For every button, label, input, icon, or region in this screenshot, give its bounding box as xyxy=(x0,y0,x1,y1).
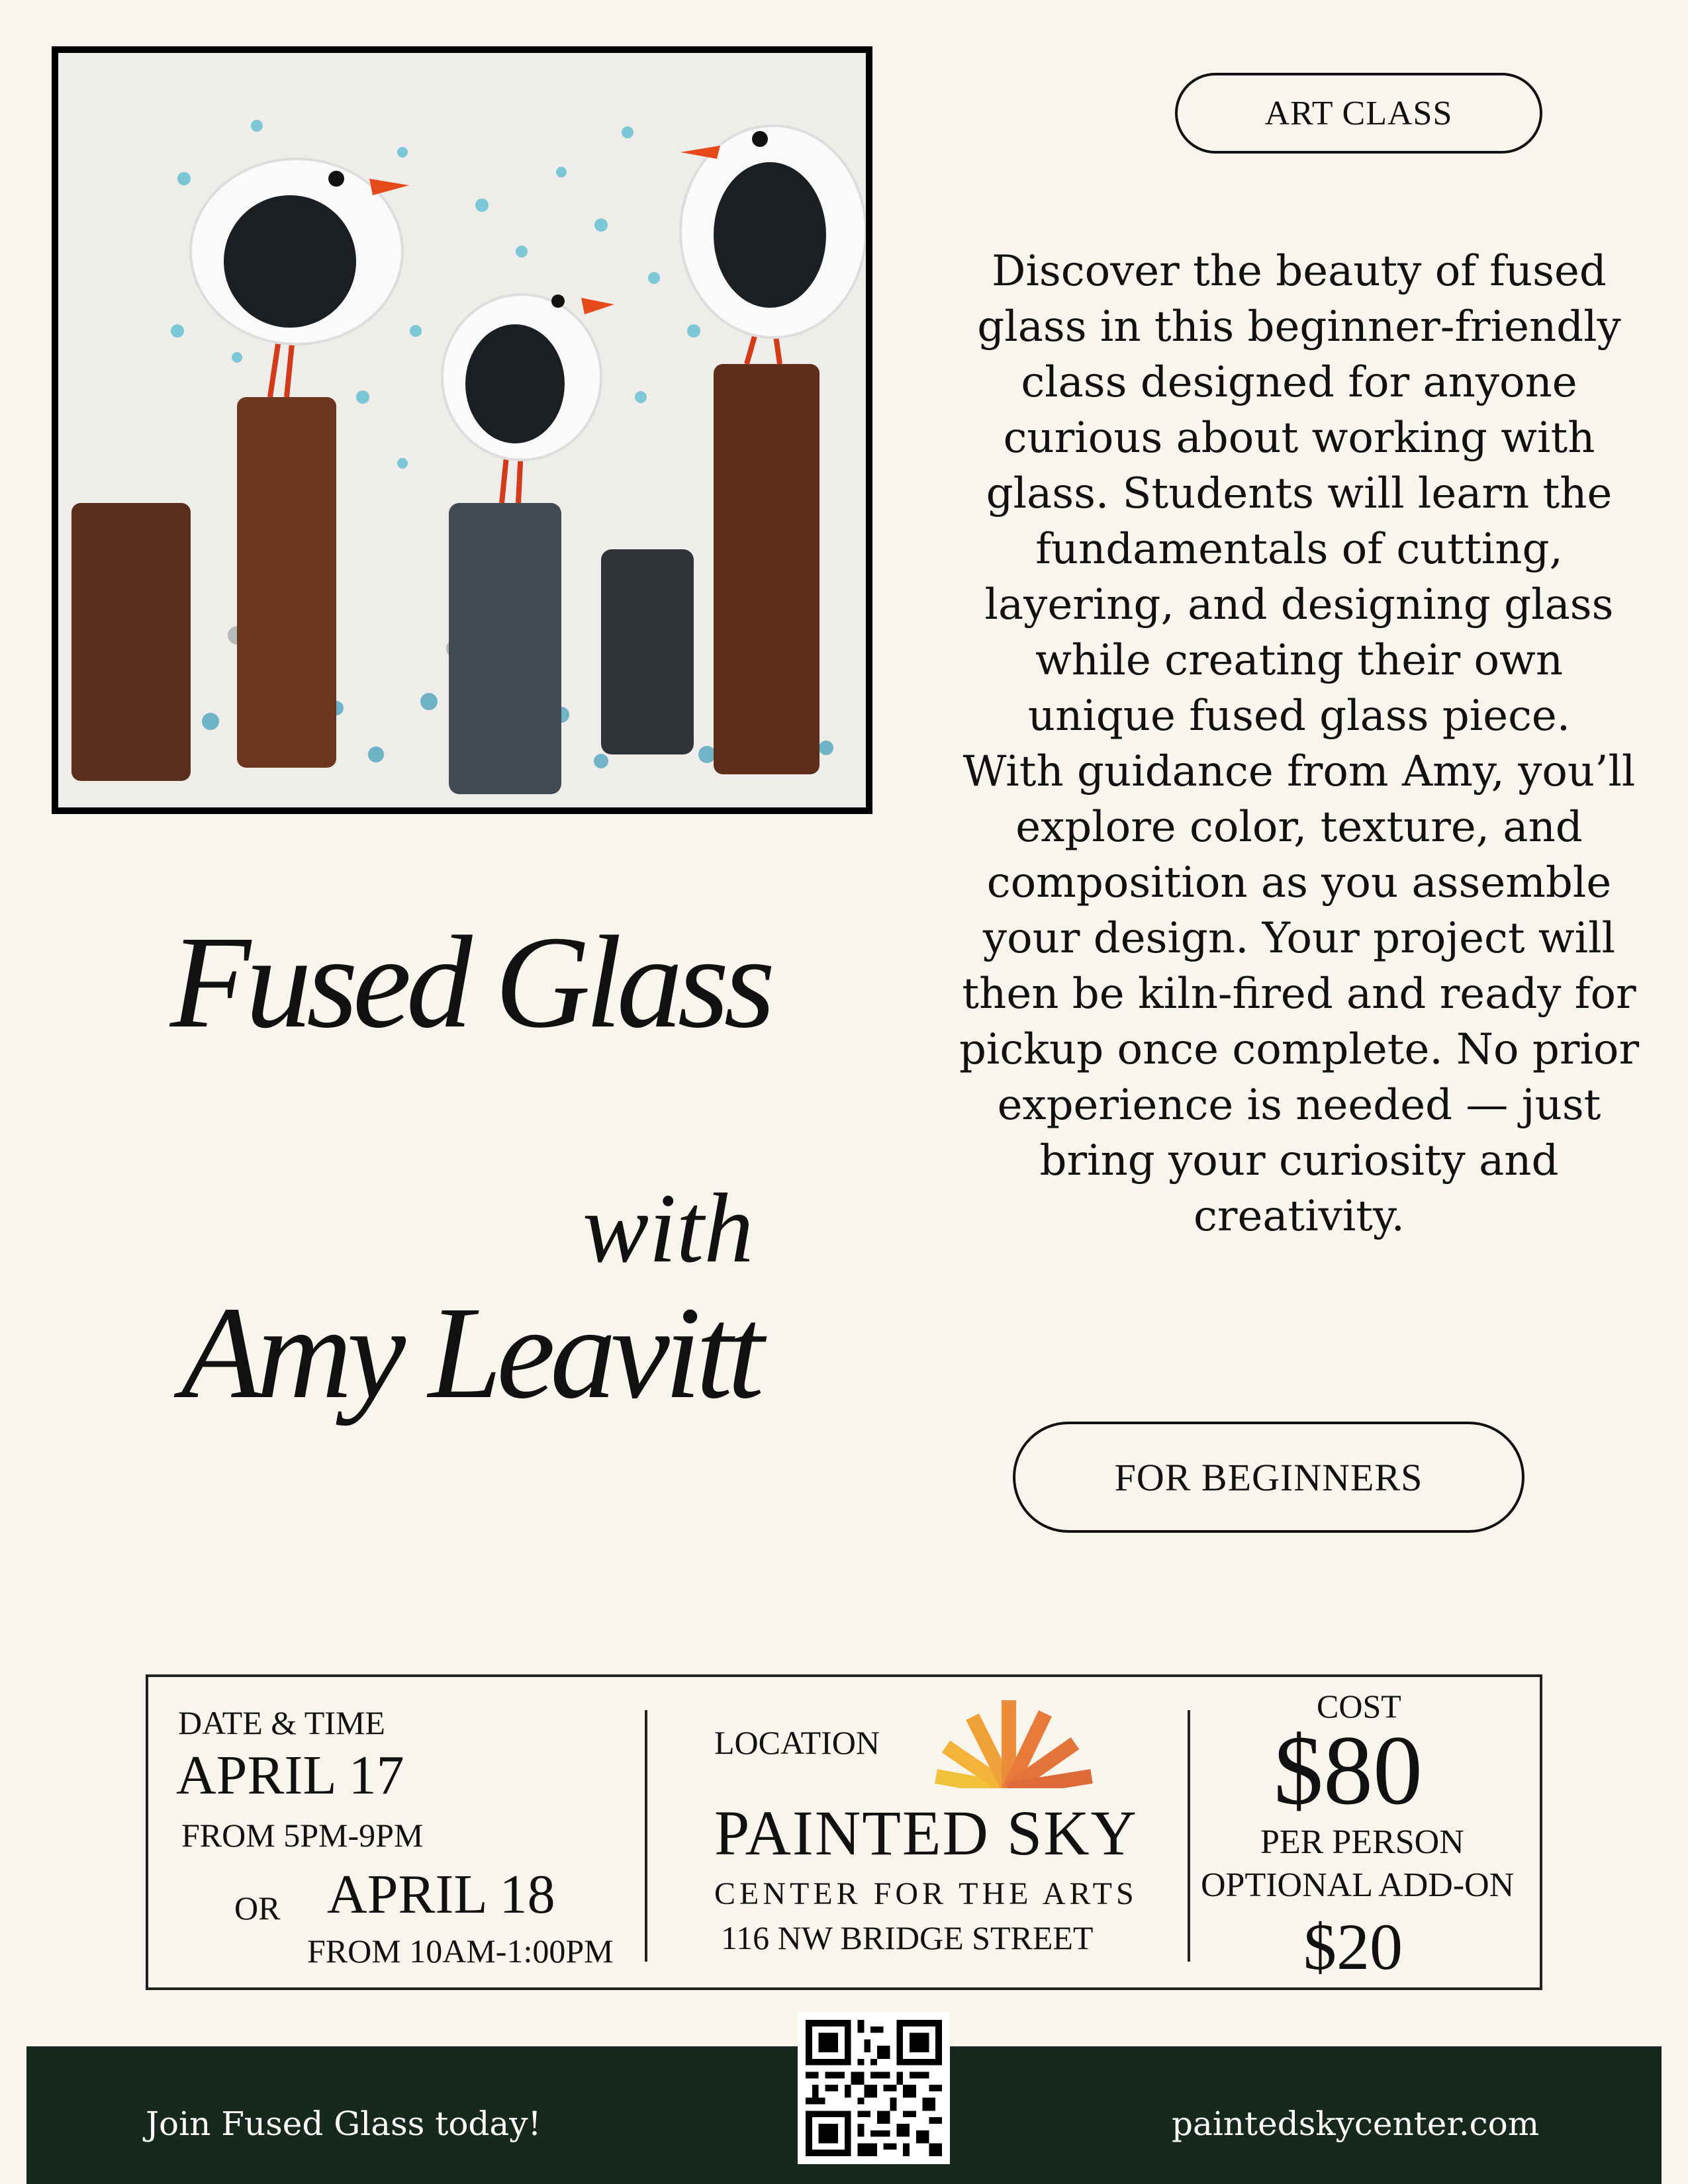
for-beginners-label: FOR BEGINNERS xyxy=(1114,1455,1423,1499)
sunburst-icon xyxy=(910,1690,1108,1796)
info-divider xyxy=(1188,1710,1190,1962)
title-line-2: with xyxy=(583,1173,754,1283)
date-2: APRIL 18 xyxy=(327,1864,555,1925)
fused-glass-seagulls-photo xyxy=(52,46,872,814)
footer-website[interactable]: paintedskycenter.com xyxy=(1172,2105,1540,2143)
for-beginners-tag xyxy=(1013,1422,1524,1533)
date-time-heading: DATE & TIME xyxy=(178,1704,385,1741)
date-1: APRIL 17 xyxy=(176,1745,404,1806)
or-label: OR xyxy=(234,1889,281,1927)
cost-heading: COST xyxy=(1317,1688,1401,1725)
event-info-box xyxy=(146,1674,1542,1990)
description-paragraph-2: With guidance from Amy, you’ll explore color, texture, and composition as you assemble your design. Your project will then be kiln-fired and ready for pickup once complete. No prior experience is needed — just bring your curiosity and creativity. xyxy=(959,747,1640,1241)
title-line-1: Fused Glass xyxy=(169,909,771,1056)
description-paragraph-1: Discover the beauty of fused glass in this beginner-friendly class designed for anyone curious about working with glass. Students will learn the fundamentals of cutting, layering, and designing glass while creating their own unique fused glass piece. xyxy=(977,247,1621,741)
cost-price: $80 xyxy=(1274,1715,1423,1825)
addon-label: OPTIONAL ADD-ON xyxy=(1201,1866,1515,1904)
org-subtitle: CENTER FOR THE ARTS xyxy=(714,1876,1138,1911)
cost-per: PER PERSON xyxy=(1260,1823,1464,1861)
org-name: PAINTED SKY xyxy=(714,1797,1138,1868)
time-1: FROM 5PM-9PM xyxy=(181,1817,424,1854)
title-line-3: Amy Leavitt xyxy=(181,1280,759,1426)
art-class-label: ART CLASS xyxy=(1264,94,1453,132)
class-description xyxy=(957,244,1642,1244)
info-divider xyxy=(645,1710,647,1962)
qr-code-icon[interactable] xyxy=(798,2012,950,2164)
location-heading: LOCATION xyxy=(714,1724,880,1761)
art-class-tag xyxy=(1175,73,1542,154)
addon-price: $20 xyxy=(1303,1910,1403,1983)
address: 116 NW BRIDGE STREET xyxy=(721,1919,1094,1956)
time-2: FROM 10AM-1:00PM xyxy=(307,1933,614,1970)
footer-cta: Join Fused Glass today! xyxy=(146,2105,541,2143)
